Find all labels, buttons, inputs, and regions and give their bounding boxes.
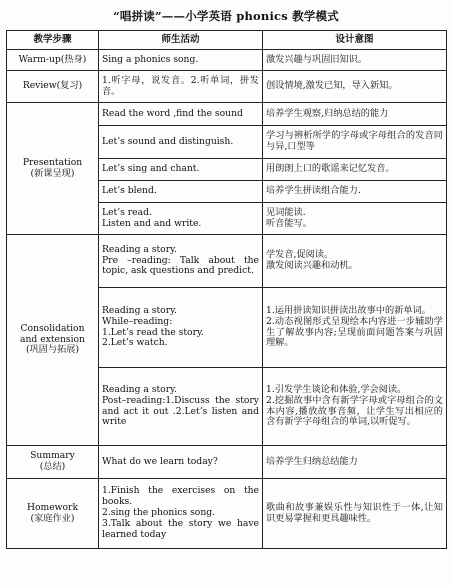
intent-line: 1.运用拼读知识拼读出故事中的新单词。	[266, 304, 431, 316]
intent-line: 见词能读.	[266, 206, 306, 218]
table-row-presentation-1	[7, 103, 447, 126]
activity-line: Let’s read.	[102, 206, 152, 218]
intent-line: 激发兴趣与巩固旧知识。	[266, 53, 368, 65]
intent-line: 听音能写。	[266, 217, 312, 229]
activity-cell	[99, 288, 263, 368]
header-design-intent: 设计意图	[263, 31, 447, 50]
activity-line: 2.Let’s watch.	[102, 337, 168, 349]
activity-line: Let’s sound and distinguish.	[102, 135, 234, 147]
intent-line: 培养学生归纳总结能力	[266, 455, 358, 467]
step-cell-presentation	[7, 103, 99, 235]
activity-line: Reading a story.	[102, 383, 177, 395]
activity-cell	[99, 479, 263, 549]
step-label: and extension	[20, 333, 85, 345]
activity-cell	[99, 159, 263, 181]
step-cell-consolidation	[7, 235, 99, 446]
activity-line: 1.Finish the exercises on the books.	[102, 485, 259, 508]
activity-line: 3.Talk about the story we have learned today	[102, 517, 259, 540]
intent-line: 培养学生观察,归纳总结的能力	[266, 107, 389, 119]
intent-line: 1.引发学生谈论和体验,学会阅读。	[266, 383, 407, 395]
intent-cell	[263, 446, 447, 479]
step-cell-homework	[7, 479, 99, 549]
activity-line: Reading a story.	[102, 304, 177, 316]
step-cell-summary	[7, 446, 99, 479]
activity-cell	[99, 235, 263, 288]
activity-cell	[99, 203, 263, 235]
activity-line: Let’s sing and chant.	[102, 163, 200, 175]
header-teaching-steps: 教学步骤	[7, 31, 99, 50]
intent-line: 用朗朗上口的歌谣来记忆发音。	[266, 163, 395, 175]
step-label: Presentation	[22, 156, 83, 168]
intent-cell	[263, 103, 447, 126]
table-row-warm-up	[7, 50, 447, 71]
activity-line: Let’s blend.	[102, 185, 157, 197]
activity-cell	[99, 126, 263, 159]
step-cell-review	[7, 71, 99, 103]
intent-cell	[263, 126, 447, 159]
intent-line: 学发音,促阅读。	[266, 249, 334, 261]
intent-cell	[263, 159, 447, 181]
activity-line: What do we learn today?	[102, 455, 218, 467]
table-row-review	[7, 71, 447, 103]
intent-cell	[263, 368, 447, 446]
step-label-cn: (家庭作业)	[30, 512, 75, 524]
intent-cell	[263, 50, 447, 71]
activity-line: Sing a phonics song.	[102, 53, 199, 65]
activity-cell	[99, 71, 263, 103]
intent-cell	[263, 235, 447, 288]
intent-line: 2.挖掘故事中含有新学字母或字母组合的文本内容,播放故事音频，让学生写出相应的含有新学字母组合的单词,以听促写。	[266, 394, 443, 428]
activity-line: Pre –reading: Talk about the topic, ask questions and predict.	[102, 254, 259, 277]
step-label: Homework	[26, 501, 79, 513]
step-cell-warm-up	[7, 50, 99, 71]
activity-line: Reading a story.	[102, 243, 177, 255]
teaching-mode-table	[6, 30, 447, 549]
activity-line: Listen and and write.	[102, 217, 202, 229]
activity-line: 1.听字母，说发音。2.听单词，拼发音。	[102, 74, 259, 97]
intent-line: 2.动态视图形式呈现绘本内容进一步辅助学生了解故事内容;呈现前面问题答案与巩固理解。	[266, 315, 443, 349]
intent-cell	[263, 479, 447, 549]
intent-line: 学习与辨析所学的字母或字母组合的发音同与异,口型等	[266, 130, 443, 152]
step-label: Review(复习)	[22, 80, 83, 92]
document-title: “唱拼读”——小学英语 phonics 教学模式	[113, 9, 339, 23]
step-label: Consolidation	[20, 322, 85, 334]
table-header-row	[7, 31, 447, 50]
step-label-cn: (巩固与拓展)	[25, 344, 80, 356]
intent-cell	[263, 181, 447, 203]
activity-cell	[99, 103, 263, 126]
table-row-consolidation-1	[7, 235, 447, 288]
intent-line: 培养学生拼读组合能力.	[266, 185, 361, 197]
activity-cell	[99, 181, 263, 203]
activity-line: 2.sing the phonics song.	[102, 507, 216, 519]
step-label-cn: (新课呈现)	[30, 167, 75, 179]
activity-cell	[99, 50, 263, 71]
intent-cell	[263, 203, 447, 235]
step-label-cn: (总结)	[39, 461, 66, 472]
step-label: Summary	[30, 450, 75, 462]
activity-line: Post–reading:1.Discuss the story and act it out .2.Let’s listen and write	[102, 394, 259, 428]
intent-cell	[263, 288, 447, 368]
intent-cell	[263, 71, 447, 103]
intent-line: 激发阅读兴趣和动机。	[266, 260, 358, 271]
intent-line: 创设情境,激发已知，导入新知。	[266, 80, 398, 92]
activity-line: 1.Let’s read the story.	[102, 326, 204, 338]
activity-cell	[99, 368, 263, 446]
activity-cell	[99, 446, 263, 479]
header-activities: 师生活动	[99, 31, 263, 50]
intent-line: 歌曲和故事兼娱乐性与知识性于一体,让知识更易掌握和更具趣味性。	[266, 501, 443, 524]
table-row-summary	[7, 446, 447, 479]
activity-line: While–reading:	[102, 315, 173, 327]
table-row-homework	[7, 479, 447, 549]
activity-line: Read the word ,find the sound	[102, 107, 243, 119]
step-label: Warm-up(热身)	[18, 53, 87, 65]
